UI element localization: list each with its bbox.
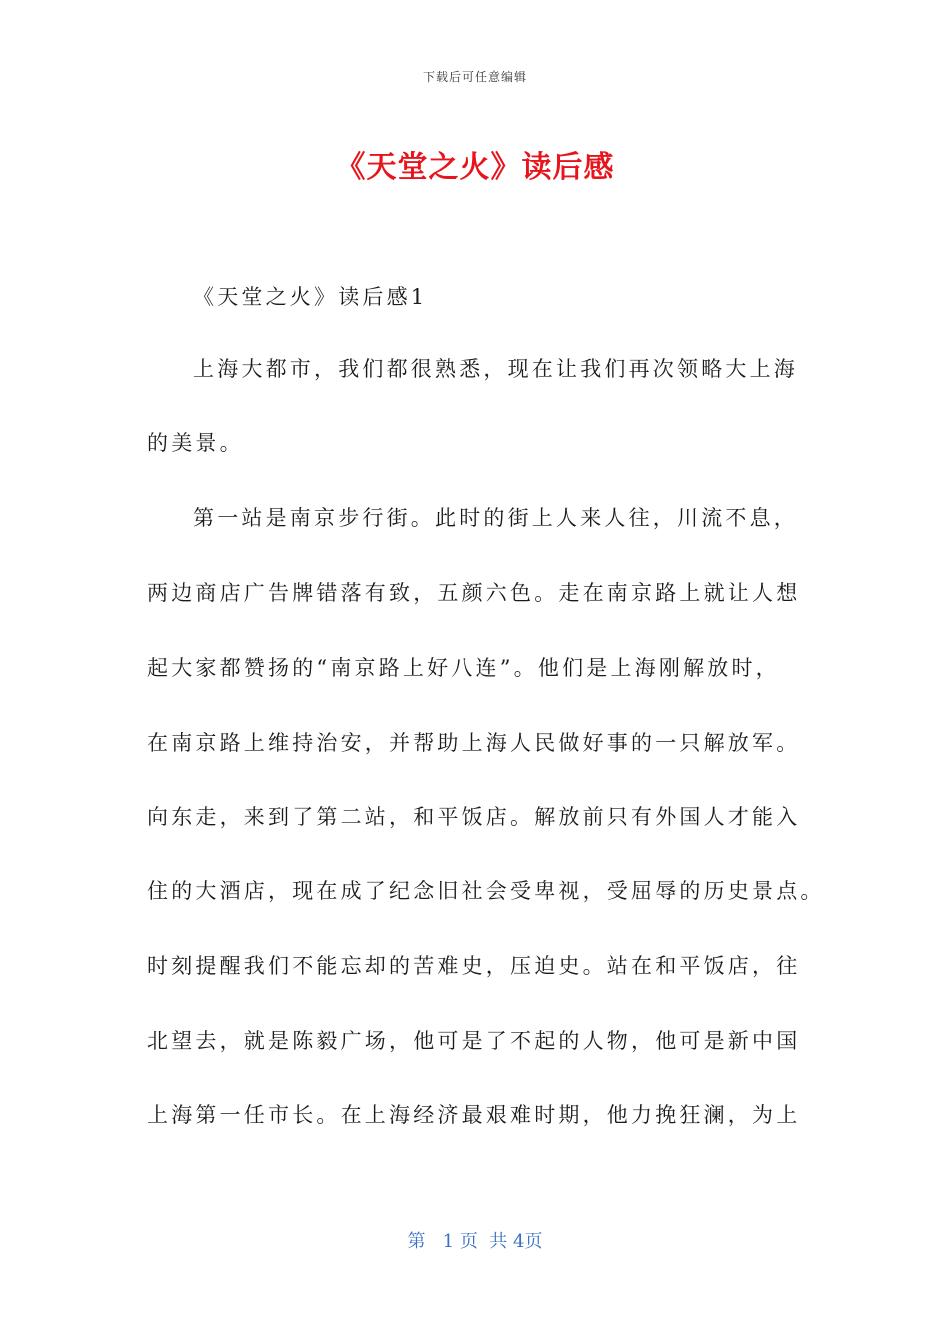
paragraph-2-line-1: 第一站是南京步行街。此时的街上人来人往，川流不息， bbox=[193, 506, 798, 530]
paragraph-1-line-2: 的美景。 bbox=[147, 431, 244, 455]
paragraph-1-line-1: 上海大都市，我们都很熟悉，现在让我们再次领略大上海 bbox=[193, 357, 798, 381]
paragraph-2-line-3: 起大家都赞扬的“南京路上好八连”。他们是上海刚解放时， bbox=[147, 656, 780, 680]
paragraph-2-line-6: 住的大酒店，现在成了纪念旧社会受卑视，受屈辱的历史景点。 bbox=[147, 879, 825, 903]
document-title: 《天堂之火》读后感 bbox=[335, 150, 615, 185]
section-heading: 《天堂之火》读后感1 bbox=[193, 285, 428, 309]
page-number-footer: 第 1 页 共 4页 bbox=[407, 1231, 543, 1252]
paragraph-2-line-2: 两边商店广告牌错落有致，五颜六色。走在南京路上就让人想 bbox=[147, 581, 801, 605]
header-note: 下载后可任意编辑 bbox=[422, 70, 527, 84]
paragraph-2-line-9: 上海第一任市长。在上海经济最艰难时期，他力挽狂澜，为上 bbox=[147, 1103, 801, 1127]
paragraph-2-line-7: 时刻提醒我们不能忘却的苦难史，压迫史。站在和平饭店，往 bbox=[147, 954, 801, 978]
paragraph-2-line-4: 在南京路上维持治安，并帮助上海人民做好事的一只解放军。 bbox=[147, 731, 801, 755]
paragraph-2-line-5: 向东走，来到了第二站，和平饭店。解放前只有外国人才能入 bbox=[147, 805, 801, 829]
paragraph-2-line-8: 北望去，就是陈毅广场，他可是了不起的人物，他可是新中国 bbox=[147, 1029, 801, 1053]
